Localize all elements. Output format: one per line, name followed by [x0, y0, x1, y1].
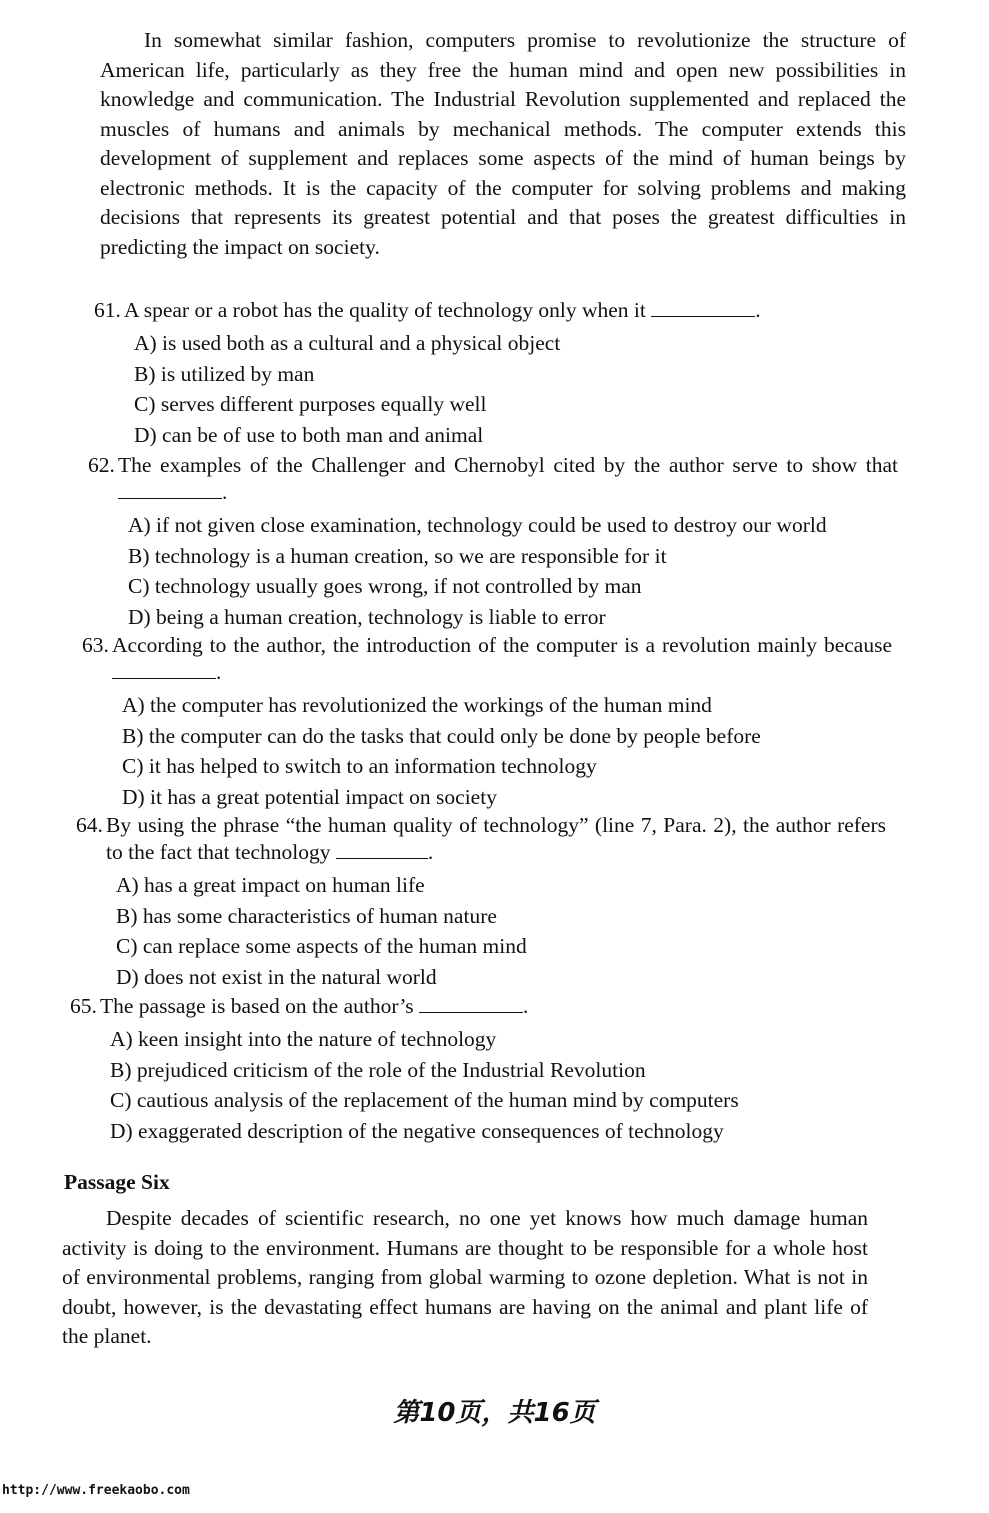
question-stem: 61. A spear or a robot has the quality of technology only when it .	[94, 298, 761, 322]
question-stem: 64. By using the phrase “the human quality of technology” (line 7, Para. 2), the author refers to the fact that technology .	[76, 813, 886, 864]
option-d: D) being a human creation, technology is liable to error	[128, 604, 606, 629]
source-url: http://www.freekaobo.com	[2, 1483, 190, 1498]
option-d: D) does not exist in the natural world	[116, 964, 437, 989]
answer-blank	[112, 660, 216, 679]
question-number: 65.	[70, 994, 97, 1018]
answer-blank	[336, 840, 428, 859]
option-b: B) prejudiced criticism of the role of the Industrial Revolution	[110, 1057, 646, 1082]
option-a: A) keen insight into the nature of technology	[110, 1027, 497, 1051]
answer-blank	[419, 994, 523, 1013]
page-number-footer: 第10页，共16页	[393, 1398, 596, 1428]
passage-paragraph: Despite decades of scientific research, no one yet knows how much damage human activity is doing to the environment. Humans are thought to be responsible for a whole host of environmental problems, ranging from global warming to ozone depletion. What is not in doubt, however, is the devastating effect humans are having on the animal and plant life of the planet.	[62, 1206, 868, 1348]
intro-paragraph: In somewhat similar fashion, computers promise to revolutionize the structure of American life, particularly as they free the human mind and open new possibilities in knowledge and communication. The Industrial Revolution supplemented and replaced the muscles of humans and animals by mechanical methods. The computer extends this development of supplement and replaces some aspects of the mind of human beings by electronic methods. It is the capacity of the computer for solving problems and making decisions that represents its greatest potential and that poses the greatest difficulties in predicting the impact on society.	[100, 28, 906, 259]
question-number: 64.	[76, 813, 103, 837]
question-64	[76, 812, 886, 992]
option-c: C) cautious analysis of the replacement of the human mind by computers	[110, 1088, 739, 1112]
option-list	[116, 870, 886, 992]
question-62	[88, 452, 898, 632]
option-c: C) can replace some aspects of the human mind	[116, 934, 527, 958]
option-c: C) serves different purposes equally well	[134, 392, 487, 416]
question-stem: 63. According to the author, the introduction of the computer is a revolution mainly because .	[82, 633, 892, 684]
option-list	[122, 690, 892, 812]
answer-blank	[118, 480, 222, 499]
option-c: C) technology usually goes wrong, if not controlled by man	[128, 574, 642, 598]
question-65	[70, 993, 880, 1146]
option-a: A) if not given close examination, technology could be used to destroy our world	[128, 513, 827, 537]
option-d: D) exaggerated description of the negative consequences of technology	[110, 1118, 724, 1143]
question-text: By using the phrase “the human quality of technology” (line 7, Para. 2), the author refers to the fact that technology	[106, 813, 886, 864]
option-list	[134, 328, 894, 450]
question-stem: 62. The examples of the Challenger and Chernobyl cited by the author serve to show that .	[88, 453, 898, 504]
option-a: A) has a great impact on human life	[116, 873, 425, 897]
question-number: 63.	[82, 633, 109, 657]
question-61	[94, 297, 894, 450]
option-b: B) has some characteristics of human nature	[116, 903, 497, 928]
option-list	[110, 1024, 880, 1146]
option-d: D) it has a great potential impact on society	[122, 784, 497, 809]
option-list	[128, 510, 898, 632]
question-number: 62.	[88, 453, 115, 477]
option-d: D) can be of use to both man and animal	[134, 422, 484, 447]
option-b: B) technology is a human creation, so we are responsible for it	[128, 543, 667, 568]
answer-blank	[651, 298, 755, 317]
question-text: According to the author, the introduction of the computer is a revolution mainly because	[112, 633, 892, 657]
question-stem: 65. The passage is based on the author’s .	[70, 994, 529, 1018]
option-a: A) is used both as a cultural and a physical object	[134, 331, 561, 355]
option-b: B) is utilized by man	[134, 361, 315, 386]
passage-title: Passage Six	[64, 1170, 170, 1194]
option-b: B) the computer can do the tasks that could only be done by people before	[122, 723, 761, 748]
option-c: C) it has helped to switch to an information technology	[122, 754, 597, 778]
option-a: A) the computer has revolutionized the workings of the human mind	[122, 693, 712, 717]
question-text: The passage is based on the author’s	[100, 994, 414, 1018]
question-text: The examples of the Challenger and Chernobyl cited by the author serve to show that	[118, 453, 898, 477]
question-63	[82, 632, 892, 812]
question-text: A spear or a robot has the quality of technology only when it	[124, 298, 646, 322]
question-number: 61.	[94, 298, 121, 322]
